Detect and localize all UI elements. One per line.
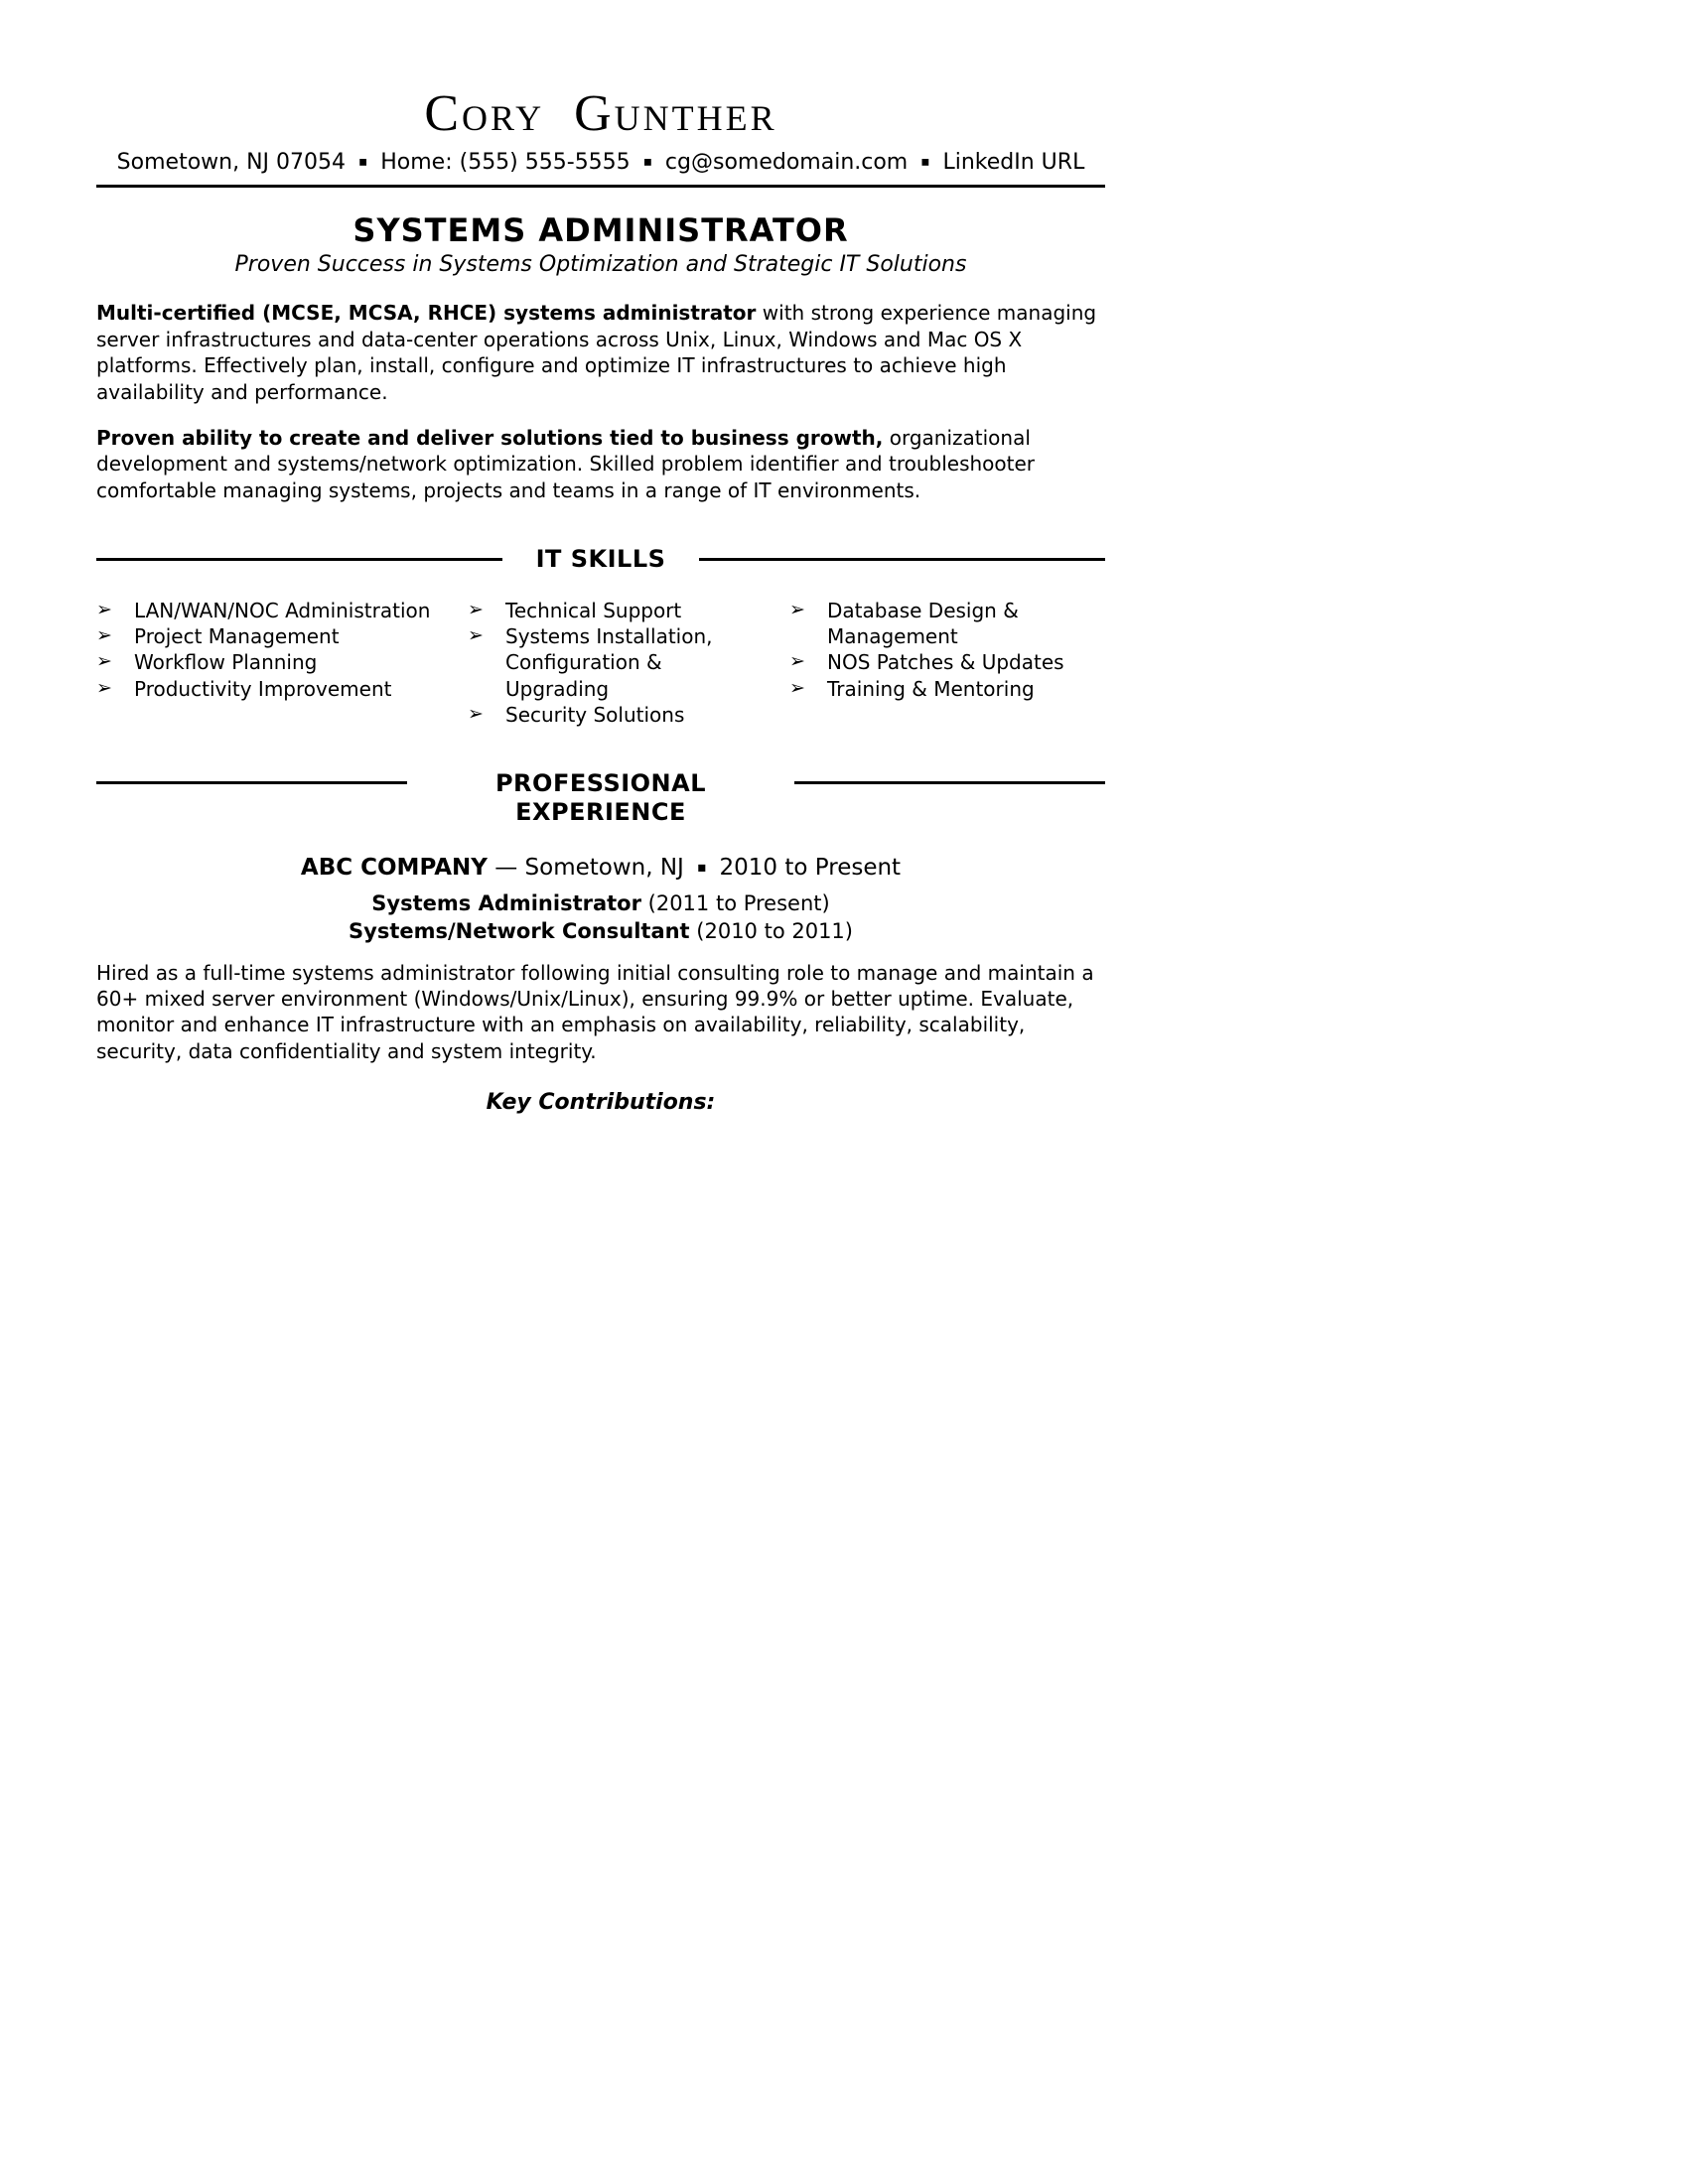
company-location: — Sometown, NJ	[494, 855, 684, 882]
section-rule-left	[96, 558, 502, 561]
separator-icon: ▪	[642, 154, 652, 171]
experience-description: Hired as a full-time systems administrator following initial consulting role to manage and maintain a 60+ mixed server environment (Windows/Unix/Linux), ensuring 99.9% or better uptime. Evaluate, monitor and enhance IT infrastructure with an emphasis on availability, reliability, scalability, security, data confidentiality and system integrity.	[96, 960, 1094, 1063]
skill-item	[96, 649, 432, 675]
skill-label: Technical Support	[505, 598, 682, 622]
role-title: Systems Administrator	[371, 890, 641, 915]
skills-column-1	[96, 598, 432, 729]
header-divider	[96, 185, 1105, 188]
skill-item	[468, 623, 754, 702]
role-list	[96, 890, 1105, 946]
arrow-bullet-icon: ➢	[96, 598, 112, 620]
skill-item	[468, 702, 754, 728]
summary-paragraph	[96, 300, 1105, 405]
company-line	[96, 854, 1105, 883]
it-skills-heading: IT SKILLS	[535, 545, 666, 574]
company-name: ABC COMPANY	[300, 855, 488, 882]
section-rule-right	[699, 558, 1105, 561]
role-line	[96, 890, 1105, 918]
resume-title: SYSTEMS ADMINISTRATOR	[352, 210, 849, 249]
skill-item	[789, 676, 1105, 702]
skill-label: Productivity Improvement	[134, 676, 392, 701]
key-contributions-label: Key Contributions:	[486, 1090, 716, 1116]
skill-item	[789, 649, 1105, 675]
summary-lead: Multi-certified (MCSE, MCSA, RHCE) systems administrator	[96, 301, 757, 326]
skill-label: Database Design & Management	[827, 598, 1019, 648]
contact-email: cg@somedomain.com	[664, 150, 909, 176]
arrow-bullet-icon: ➢	[789, 650, 805, 673]
summary-lead: Proven ability to create and deliver solutions tied to business growth,	[96, 426, 884, 451]
role-line	[96, 918, 1105, 946]
resume-page	[96, 0, 1105, 1115]
skill-item	[96, 676, 432, 702]
resume-subtitle: Proven Success in Systems Optimization and Strategic IT Solutions	[234, 251, 967, 277]
separator-icon: ▪	[696, 860, 707, 877]
arrow-bullet-icon: ➢	[468, 623, 484, 646]
contact-phone: Home: (555) 555-5555	[380, 150, 631, 176]
skill-label: Workflow Planning	[134, 650, 318, 675]
skill-item	[789, 598, 1105, 650]
arrow-bullet-icon: ➢	[468, 703, 484, 726]
role-dates: (2011 to Present)	[640, 890, 830, 915]
skill-item	[96, 623, 432, 649]
skill-item	[468, 598, 754, 623]
summary-body: organizational development and systems/network optimization. Skilled problem identifier and troubleshooter comfortable managing systems, projects and teams in a range of IT environments.	[96, 426, 1036, 502]
it-skills-section-header	[96, 545, 1105, 573]
professional-experience-section-header	[96, 769, 1105, 826]
skill-label: LAN/WAN/NOC Administration	[134, 598, 431, 622]
skills-column-2	[468, 598, 754, 729]
contact-linkedin: LinkedIn URL	[942, 150, 1085, 176]
section-rule-left	[96, 781, 407, 784]
arrow-bullet-icon: ➢	[468, 598, 484, 620]
skill-label: NOS Patches & Updates	[827, 650, 1064, 675]
arrow-bullet-icon: ➢	[789, 676, 805, 699]
skills-column-3	[789, 598, 1105, 729]
arrow-bullet-icon: ➢	[96, 623, 112, 646]
skills-grid	[96, 598, 1105, 729]
arrow-bullet-icon: ➢	[96, 676, 112, 699]
candidate-name: Cory Gunther	[424, 85, 777, 142]
summary-body: with strong experience managing server infrastructures and data-center operations across Unix, Linux, Windows and Mac OS X platforms. Effectively plan, install, configure and optimize IT infrastructures to achieve high availability and performance.	[96, 301, 1097, 404]
summary-paragraph	[96, 425, 1105, 503]
role-dates: (2010 to 2011)	[689, 918, 853, 943]
arrow-bullet-icon: ➢	[96, 650, 112, 673]
contact-line	[96, 150, 1105, 176]
skill-label: Training & Mentoring	[827, 676, 1035, 701]
skill-label: Systems Installation, Configuration & Upgrading	[505, 623, 713, 701]
contact-location: Sometown, NJ 07054	[116, 150, 346, 176]
employment-dates: 2010 to Present	[719, 855, 902, 882]
skill-item	[96, 598, 432, 623]
skill-label: Security Solutions	[505, 703, 685, 728]
arrow-bullet-icon: ➢	[789, 598, 805, 620]
section-rule-right	[794, 781, 1105, 784]
separator-icon: ▪	[358, 154, 368, 171]
role-title: Systems/Network Consultant	[349, 918, 690, 943]
separator-icon: ▪	[920, 154, 930, 171]
skill-label: Project Management	[134, 623, 340, 648]
professional-experience-heading: PROFESSIONAL EXPERIENCE	[494, 769, 707, 826]
